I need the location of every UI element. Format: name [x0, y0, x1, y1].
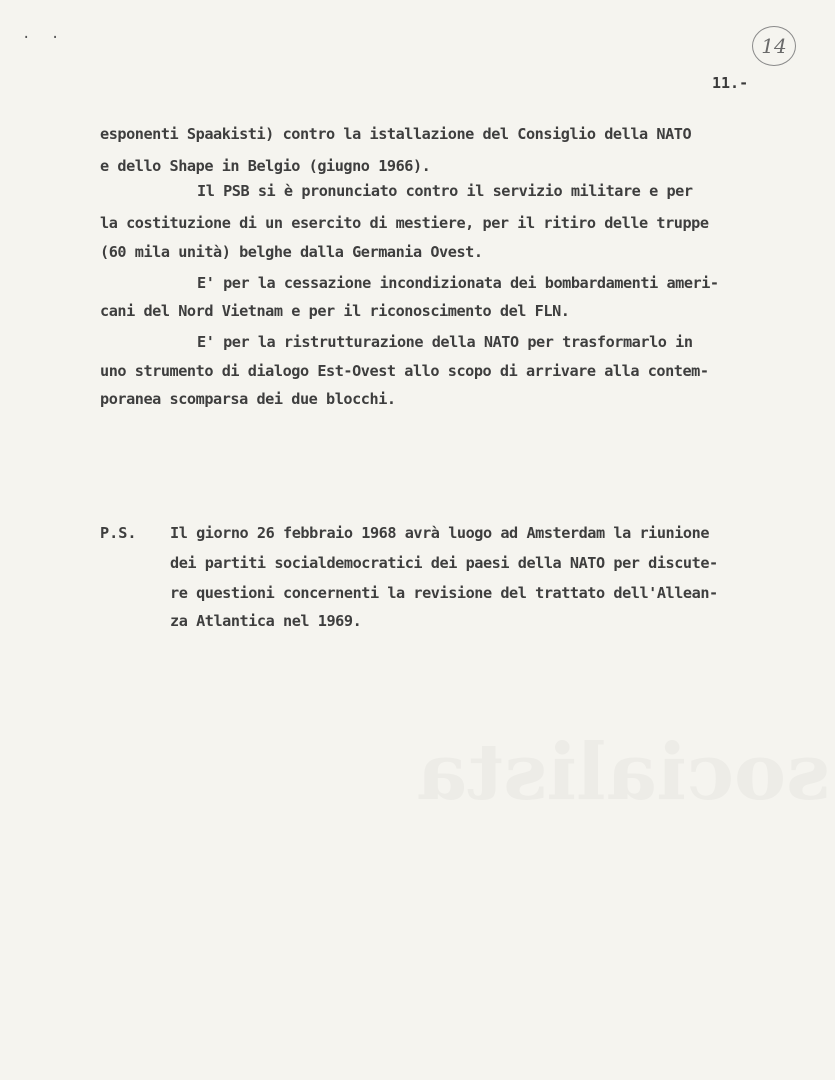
archive-page-stamp — [752, 26, 796, 66]
body-line: la costituzione di un esercito di mestiere, per il ritiro delle truppe — [100, 214, 709, 232]
postscript-label: P.S. — [100, 524, 137, 542]
body-line: (60 mila unità) belghe dalla Germania Ovest. — [100, 243, 483, 261]
body-line: poranea scomparsa dei due blocchi. — [100, 390, 396, 408]
postscript-line: Il giorno 26 febbraio 1968 avrà luogo ad Amsterdam la riunione — [170, 524, 710, 542]
body-line: e dello Shape in Belgio (giugno 1966). — [100, 157, 431, 175]
bleed-through-text — [150, 738, 830, 808]
postscript-line: dei partiti socialdemocratici dei paesi della NATO per discute- — [170, 554, 718, 572]
scan-artifact: · · — [22, 30, 66, 46]
body-line: Il PSB si è pronunciato contro il servizio militare e per — [197, 182, 693, 200]
body-line: E' per la ristrutturazione della NATO per trasformarlo in — [197, 333, 693, 351]
body-line: E' per la cessazione incondizionata dei bombardamenti ameri- — [197, 274, 719, 292]
postscript-line: za Atlantica nel 1969. — [170, 612, 362, 630]
page-number: 11.- — [712, 74, 749, 92]
archive-page-stamp-number: 14 — [761, 34, 787, 58]
body-line: uno strumento di dialogo Est-Ovest allo scopo di arrivare alla contem- — [100, 362, 709, 380]
body-line: esponenti Spaakisti) contro la istallazione del Consiglio della NATO — [100, 125, 692, 143]
postscript-line: re questioni concernenti la revisione del trattato dell'Allean- — [170, 584, 718, 602]
body-line: cani del Nord Vietnam e per il riconoscimento del FLN. — [100, 302, 570, 320]
